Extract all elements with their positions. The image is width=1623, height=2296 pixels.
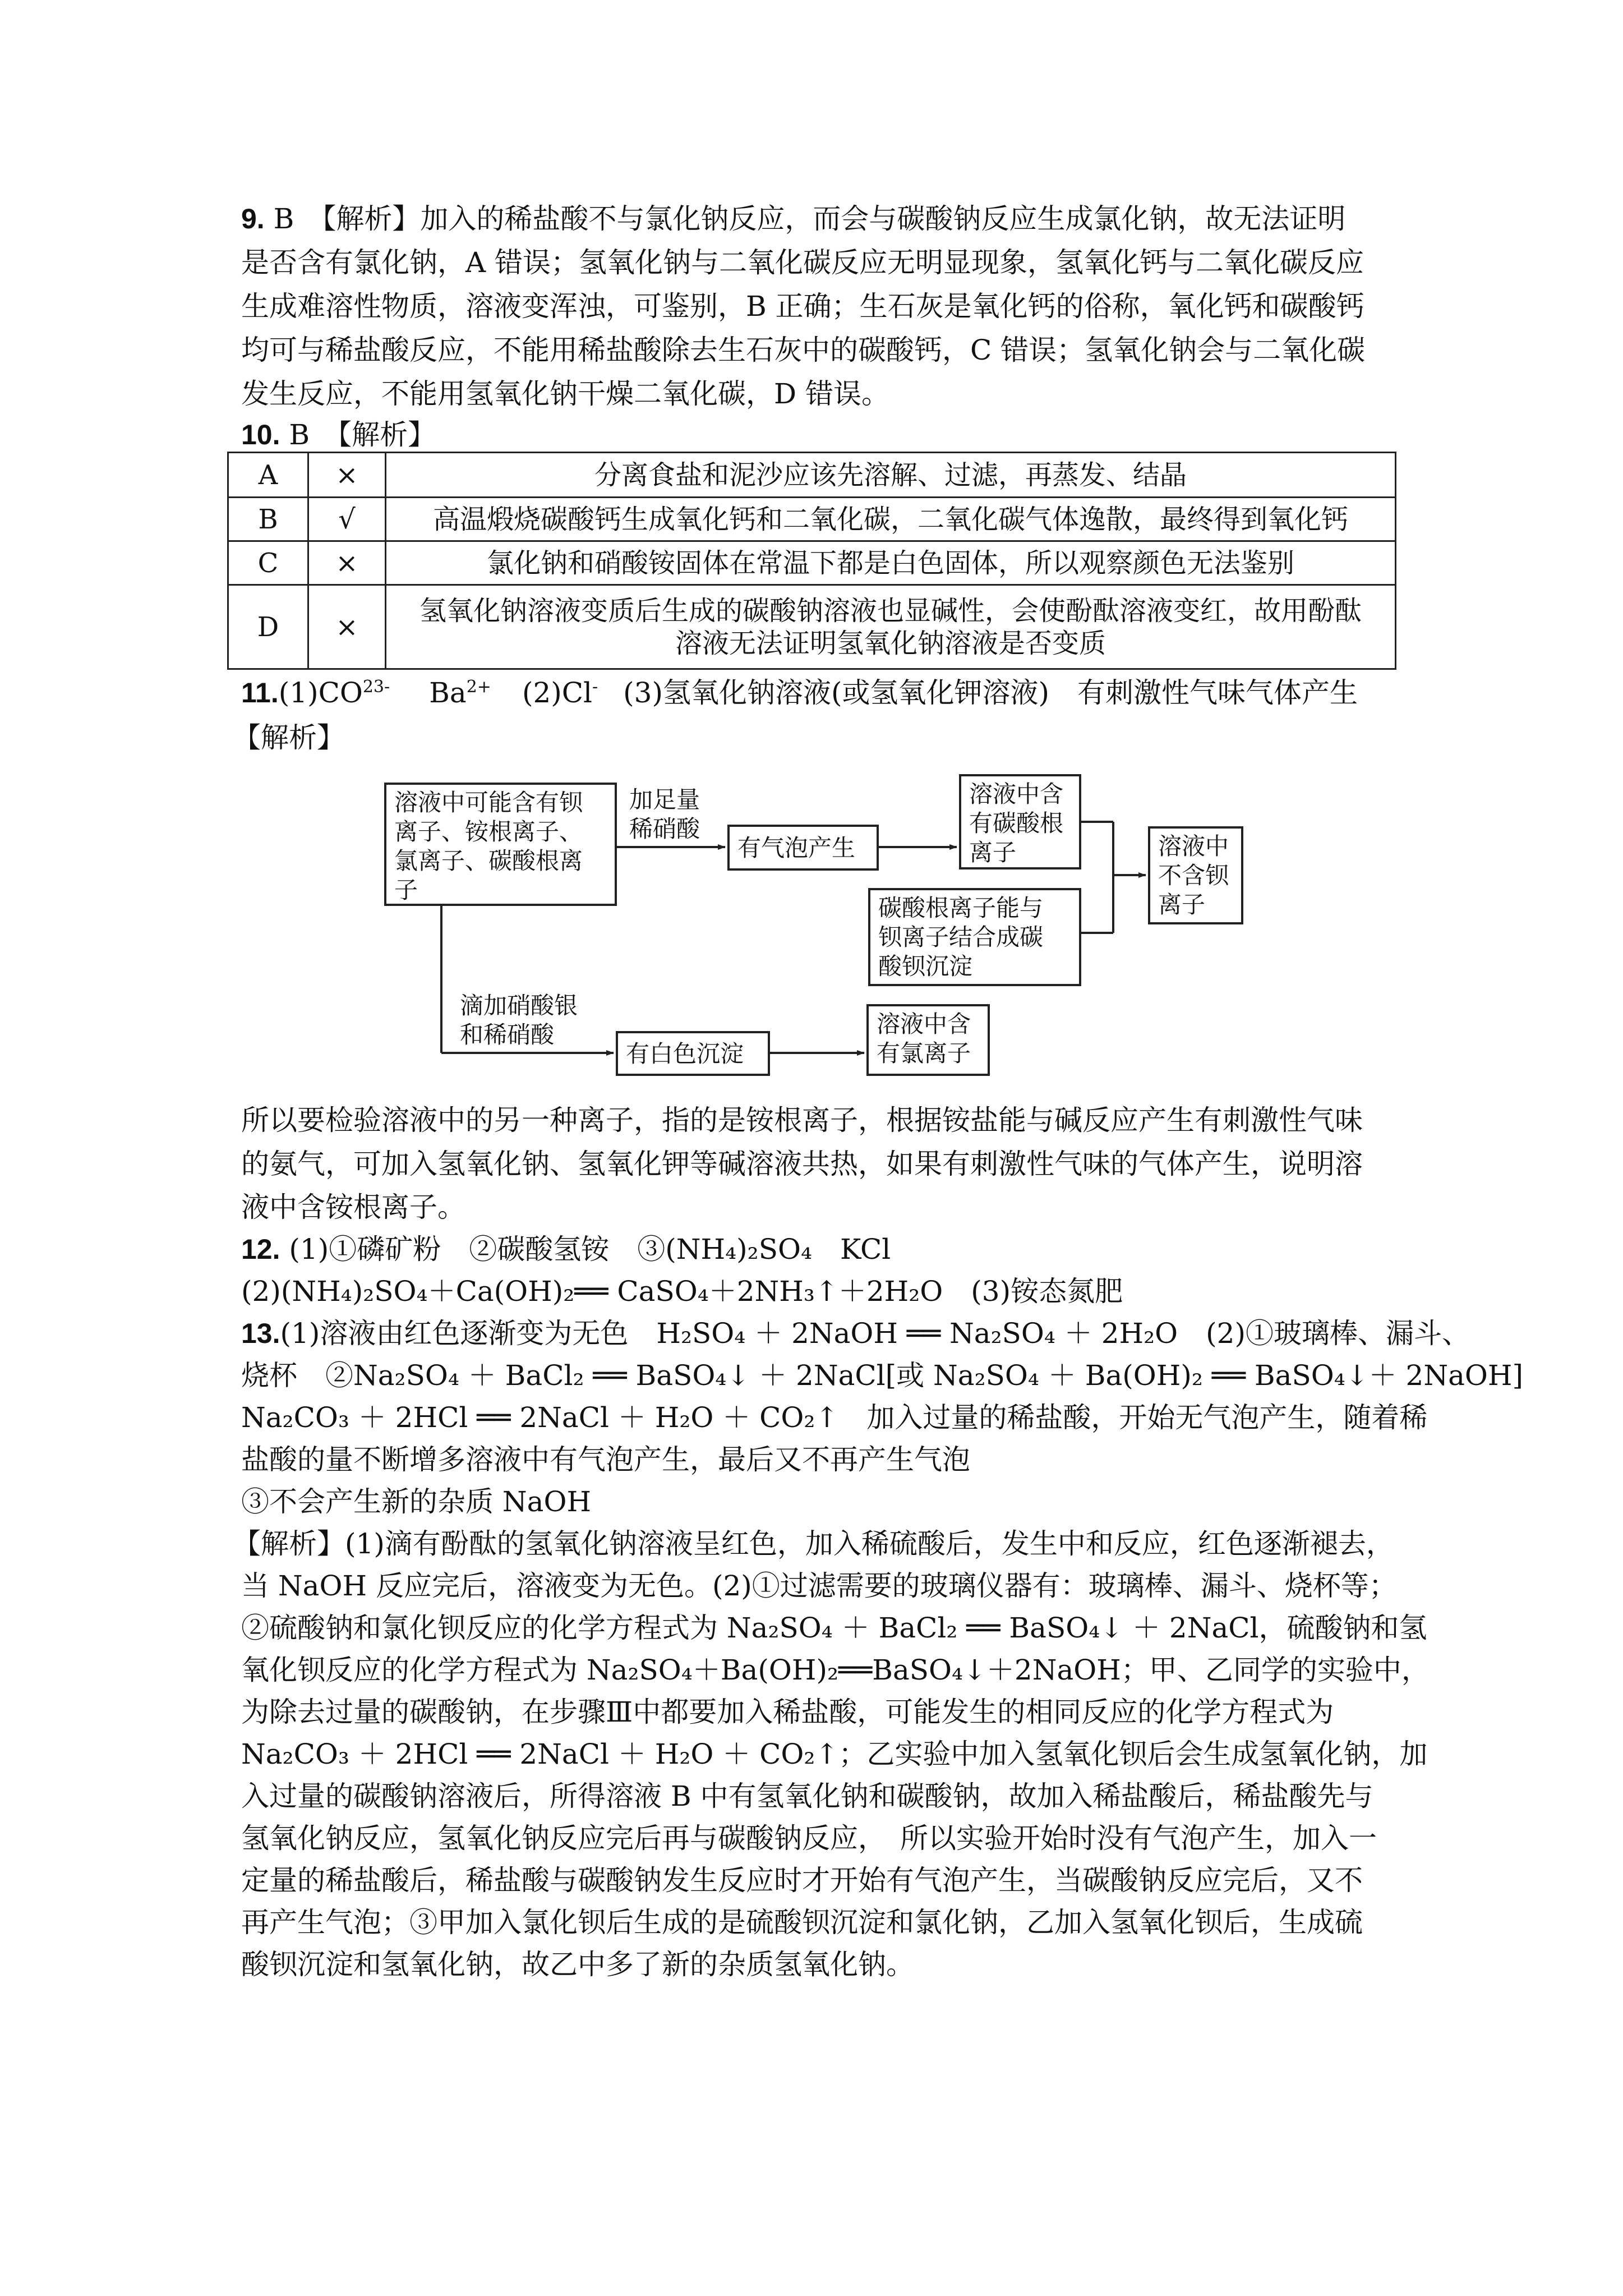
q11-after-2: 的氨气，可加入氢氧化钠、氢氧化钾等碱溶液共热，如果有刺激性气味的气体产生，说明溶: [241, 1148, 1363, 1180]
q11-a1-sup: 23-: [362, 677, 390, 697]
reason-cell: 分离食盐和泥沙应该先溶解、过滤，再蒸发、结晶: [386, 453, 1396, 498]
q12-answer-1: (1)①磷矿粉 ②碳酸氢铵 ③(NH₄)₂SO₄ KCl: [289, 1233, 891, 1266]
flow-line: 溶液中: [1158, 832, 1229, 860]
q13-line-7: 当 NaOH 反应完后，溶液变为无色。(2)①过滤需要的玻璃仪器有：玻璃棒、漏斗、烧杯等；: [241, 1570, 1397, 1602]
flow-white-ppt-text: 有白色沉淀: [626, 1040, 744, 1068]
q13-line-15: 再产生气泡；③甲加入氯化钡后生成的是硫酸钡沉淀和氯化钠，乙加入氢氧化钡后，生成硫: [241, 1906, 1363, 1939]
flow-line: 不含钡: [1158, 862, 1229, 889]
flow-line: 有氯离子: [877, 1039, 971, 1067]
option-cell: D: [228, 585, 308, 669]
flow-label-line: 稀硝酸: [629, 815, 700, 843]
flow-start-line: 离子、铵根离子、: [394, 818, 583, 845]
q13-line-16: 酸钡沉淀和氢氧化钠，故乙中多了新的杂质氢氧化钠。: [241, 1948, 914, 1981]
flow-start-line: 溶液中可能含有钡: [394, 789, 583, 816]
flow-label-line: 滴加硝酸银: [460, 992, 578, 1019]
q12-line-2: (2)(NH₄)₂SO₄＋Ca(OH)₂══ CaSO₄＋2NH₃↑＋2H₂O (3)铵态氮肥: [241, 1275, 1123, 1308]
flow-line: 钡离子结合成碳: [878, 923, 1044, 951]
q13-text: (1)溶液由红色逐渐变为无色 H₂SO₄ ＋ 2NaOH ══ Na₂SO₄ ＋ 2H₂O (2)①玻璃棒、漏斗、: [280, 1317, 1470, 1350]
q11-a3: (2)Cl: [522, 677, 593, 709]
q11-number: 11.: [241, 677, 279, 708]
flow-label-line: 和稀硝酸: [460, 1021, 555, 1048]
q13-line-12: 入过量的碳酸钠溶液后，所得溶液 B 中有氢氧化钠和碳酸钠，故加入稀盐酸后，稀盐酸先与: [241, 1780, 1373, 1812]
mark-cell: ×: [308, 585, 386, 669]
q13-line-11: Na₂CO₃ ＋ 2HCl ══ 2NaCl ＋ H₂O ＋ CO₂↑；乙实验中加入氢氧化钡后会生成氢氧化钠，加: [241, 1738, 1428, 1770]
option-cell: B: [228, 498, 308, 541]
flow-line: 离子: [1158, 891, 1206, 918]
q11-a4: (3)氢氧化钠溶液(或氢氧化钾溶液) 有刺激性气味气体产生: [623, 677, 1358, 709]
q12-number: 12.: [241, 1234, 280, 1265]
q13-line-9: 氧化钡反应的化学方程式为 Na₂SO₄＋Ba(OH)₂══BaSO₄↓＋2NaOH；甲、乙同学的实验中，: [241, 1654, 1430, 1686]
reason-line-2: 溶液无法证明氢氧化钠溶液是否变质: [675, 627, 1106, 659]
flow-start-line: 氯离子、碳酸根离: [394, 847, 583, 875]
mark-cell: ×: [308, 453, 386, 498]
q9-line-2: 是否含有氯化钠，A 错误；氢氧化钠与二氧化碳反应无明显现象，氢氧化钙与二氧化碳反应: [241, 246, 1364, 279]
q12-line-1: [241, 1232, 891, 1266]
q13-line-10: 为除去过量的碳酸钠，在步骤Ⅲ中都要加入稀盐酸，可能发生的相同反应的化学方程式为: [241, 1696, 1334, 1728]
q10-head: B 【解析】: [289, 418, 436, 451]
q9-text: B 【解析】加入的稀盐酸不与氯化钠反应，而会与碳酸钠反应生成氯化钠，故无法证明: [273, 203, 1346, 235]
q13-line-8: ②硫酸钠和氯化钡反应的化学方程式为 Na₂SO₄ ＋ BaCl₂ ══ BaSO₄↓ ＋ 2NaCl，硫酸钠和氢: [241, 1612, 1427, 1644]
flow-line: 溶液中含: [969, 780, 1064, 808]
q13-line-4: 盐酸的量不断增多溶液中有气泡产生，最后又不再产生气泡: [241, 1443, 970, 1476]
q9-line-4: 均可与稀盐酸反应，不能用稀盐酸除去生石灰中的碳酸钙，C 错误；氢氧化钠会与二氧化碳: [241, 334, 1366, 366]
q13-line-6: 【解析】(1)滴有酚酞的氢氧化钠溶液呈红色，加入稀硫酸后，发生中和反应，红色逐渐褪去，: [233, 1527, 1394, 1560]
mark-cell: √: [308, 498, 386, 541]
flow-line: 碳酸根离子能与: [878, 894, 1044, 922]
flow-line: 酸钡沉淀: [878, 953, 973, 980]
q11-a3-sup: -: [592, 677, 598, 697]
q11-a1: (1)CO: [278, 677, 363, 709]
q11-after-1: 所以要检验溶液中的另一种离子，指的是铵根离子，根据铵盐能与碱反应产生有刺激性气味: [241, 1104, 1363, 1137]
q11-a2-sup: 2+: [466, 677, 491, 697]
option-cell: C: [228, 541, 308, 585]
q11-a2: Ba: [429, 677, 467, 709]
q9-line-5: 发生反应，不能用氢氧化钠干燥二氧化碳，D 错误。: [241, 378, 889, 410]
reason-cell: 氯化钠和硝酸铵固体在常温下都是白色固体，所以观察颜色无法鉴别: [386, 541, 1396, 585]
q13-line-3: Na₂CO₃ ＋ 2HCl ══ 2NaCl ＋ H₂O ＋ CO₂↑ 加入过量的稀盐酸，开始无气泡产生，随着稀: [241, 1401, 1428, 1434]
reason-line-1: 氢氧化钠溶液变质后生成的碳酸钠溶液也显碱性，会使酚酞溶液变红，故用酚酞: [419, 595, 1362, 627]
option-cell: A: [228, 453, 308, 498]
flow-line: 离子: [969, 839, 1017, 866]
q13-number: 13.: [241, 1318, 280, 1349]
flow-line: 有碳酸根: [969, 809, 1064, 837]
q9-number: 9.: [241, 203, 265, 234]
q11-after-3: 液中含铵根离子。: [241, 1191, 465, 1223]
q13-line-5: ③不会产生新的杂质 NaOH: [241, 1485, 592, 1518]
mark-cell: ×: [308, 541, 386, 585]
flow-line: 溶液中含: [877, 1010, 971, 1038]
flow-start-line: 子: [394, 876, 418, 904]
flow-label-line: 加足量: [629, 786, 700, 813]
q13-line-14: 定量的稀盐酸后，稀盐酸与碳酸钠发生反应时才开始有气泡产生，当碳酸钠反应完后，又不: [241, 1864, 1363, 1897]
q9-line-3: 生成难溶性物质，溶液变浑浊，可鉴别，B 正确；生石灰是氧化钙的俗称，氧化钙和碳酸钙: [241, 290, 1364, 323]
q11-jiexi-label: 【解析】: [233, 721, 345, 754]
reason-cell: 高温煅烧碳酸钙生成氧化钙和二氧化碳，二氧化碳气体逸散，最终得到氧化钙: [386, 498, 1396, 541]
flow-bubbles-text: 有气泡产生: [737, 834, 856, 862]
q13-line-2: 烧杯 ②Na₂SO₄ ＋ BaCl₂ ══ BaSO₄↓ ＋ 2NaCl[或 Na₂SO₄ ＋ Ba(OH)₂ ══ BaSO₄↓＋ 2NaOH]: [241, 1359, 1524, 1392]
q13-line-1: [241, 1317, 1470, 1350]
q10-number: 10.: [241, 419, 280, 450]
q13-line-13: 氢氧化钠反应，氢氧化钠反应完后再与碳酸钠反应， 所以实验开始时没有气泡产生，加入一: [241, 1822, 1377, 1855]
